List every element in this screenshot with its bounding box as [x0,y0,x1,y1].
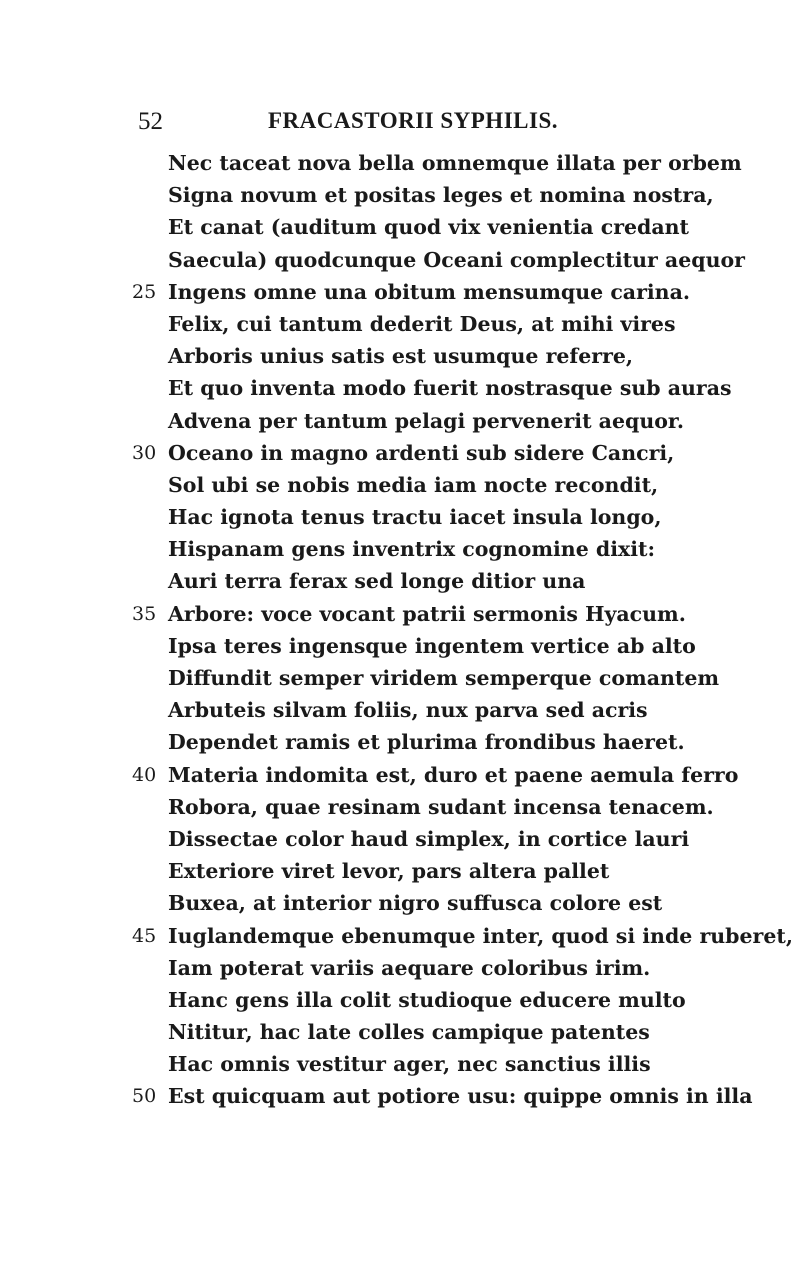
line-text: Iam poterat variis aequare coloribus irim. [168,955,651,980]
line-text: Oceano in magno ardenti sub sidere Cancri, [168,440,675,465]
poem-line [150,211,770,243]
line-text: Arboris unius satis est usumque referre, [168,344,634,369]
poem-line [132,276,770,308]
line-text: Et canat (auditum quod vix venientia credant [168,215,690,240]
poem-line [150,791,770,823]
poem-line [150,308,770,340]
poem-line [150,533,770,565]
line-text: Diffundit semper viridem semperque comantem [168,666,720,690]
line-text: Nec taceat nova bella omnemque illata per orbem [168,151,742,175]
poem-line [150,1016,770,1048]
line-text: Buxea, at interior nigro suffusca colore est [168,891,663,916]
line-text: Signa novum et positas leges et nomina nostra, [168,183,714,208]
poem-line [132,759,770,791]
poem-line [150,887,770,919]
line-text: Arbore: voce vocant patrii sermonis Hyacum. [168,601,686,626]
line-number: 35 [132,602,157,625]
line-text: Hac omnis vestitur ager, nec sanctius illis [168,1052,651,1077]
line-text: Iuglandemque ebenumque inter, quod si inde ruberet, [168,923,793,948]
line-text: Sol ubi se nobis media iam nocte recondit, [168,472,659,497]
line-text: Saecula) quodcunque Oceani complectitur aequor [168,247,745,272]
line-text: Ingens omne una obitum mensumque carina. [168,279,690,304]
poem-line [150,823,770,855]
page-number: 52 [138,108,163,135]
poem-line [150,952,770,984]
poem-line [150,662,770,694]
poem-text [132,147,793,1113]
line-text: Materia indomita est, duro et paene aemula ferro [168,762,739,787]
line-text: Hispanam gens inventrix cognomine dixit: [168,537,656,562]
poem-line [150,1048,770,1080]
poem-line [150,694,770,726]
page-header [138,108,658,148]
poem-line [150,855,770,887]
poem-line [132,1080,770,1112]
poem-line [150,179,770,211]
line-text: Arbuteis silvam foliis, nux parva sed acris [168,698,648,723]
line-text: Dissectae color haud simplex, in cortice lauri [168,826,690,851]
poem-line [150,405,770,437]
line-text: Auri terra ferax sed longe ditior una [168,569,586,594]
line-text: Hanc gens illa colit studioque educere multo [168,987,686,1012]
line-text: Est quicquam aut potiore usu: quippe omnis in illa [168,1084,753,1109]
running-head: FRACASTORII SYPHILIS. [268,108,558,133]
poem-line [150,469,770,501]
line-number: 50 [132,1085,157,1108]
line-number: 30 [132,441,157,464]
line-text: Advena per tantum pelagi pervenerit aequor. [168,408,684,433]
poem-line [150,147,770,179]
poem-line [132,598,770,630]
line-number: 40 [132,763,157,786]
poem-line [150,340,770,372]
line-text: Exteriore viret levor, pars altera pallet [168,859,610,884]
poem-line [150,630,770,662]
poem-line [150,372,770,404]
line-text: Robora, quae resinam sudant incensa tenacem. [168,794,714,819]
poem-line [132,437,770,469]
line-text: Et quo inventa modo fuerit nostrasque sub auras [168,376,732,401]
line-text: Hac ignota tenus tractu iacet insula longo, [168,505,662,530]
line-text: Dependet ramis et plurima frondibus haeret. [168,730,685,755]
line-text: Nititur, hac late colles campique patentes [168,1020,650,1045]
poem-line [132,920,793,952]
line-number: 25 [132,280,157,303]
poem-line [150,726,770,758]
poem-line [150,984,770,1016]
line-text: Felix, cui tantum dederit Deus, at mihi vires [168,311,676,336]
poem-line [150,501,770,533]
line-number: 45 [132,924,157,947]
poem-line [150,565,770,597]
poem-line [150,244,770,276]
line-text: Ipsa teres ingensque ingentem vertice ab alto [168,633,696,658]
